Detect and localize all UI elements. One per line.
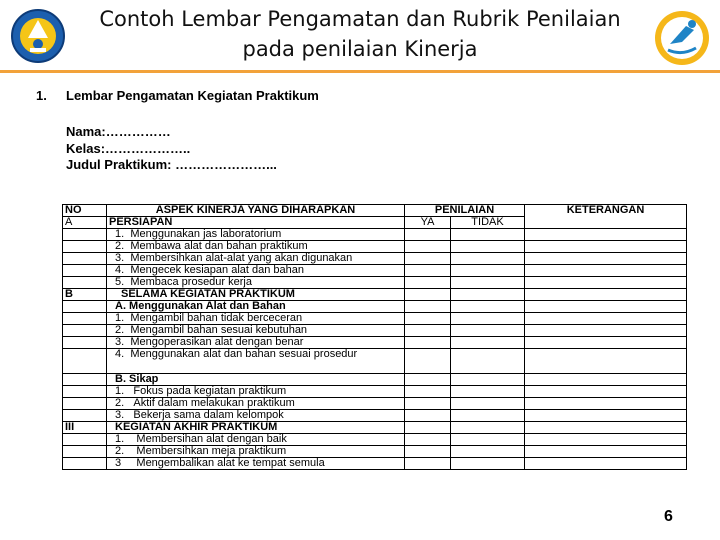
- aspect-item: 1. Membersihan alat dengan baik: [107, 434, 405, 446]
- field-nama: Nama:……………: [66, 124, 171, 139]
- header-divider: [0, 70, 720, 73]
- aspect-item: 2. Membersihkan meja praktikum: [107, 446, 405, 458]
- page-number: 6: [664, 508, 673, 525]
- table-row: [63, 313, 687, 325]
- aspect-item: 3. Bekerja sama dalam kelompok: [107, 410, 405, 422]
- title-line-1: Contoh Lembar Pengamatan dan Rubrik Penilaian: [99, 7, 621, 31]
- table-row: [63, 229, 687, 241]
- section-label: SELAMA KEGIATAN PRAKTIKUM: [107, 289, 405, 301]
- cell-no: III: [63, 422, 107, 434]
- table-row: [63, 253, 687, 265]
- table-row: [63, 434, 687, 446]
- aspect-item: 4. Menggunakan alat dan bahan sesuai prosedur: [107, 349, 405, 374]
- subsection-label: B. Sikap: [107, 374, 405, 386]
- header-ya: YA: [405, 217, 451, 229]
- table-row: [63, 398, 687, 410]
- aspect-item: 3 Mengembalikan alat ke tempat semula: [107, 458, 405, 470]
- aspect-item: 2. Mengambil bahan sesuai kebutuhan: [107, 325, 405, 337]
- table-row: [63, 289, 687, 301]
- aspect-item: 2. Aktif dalam melakukan praktikum: [107, 398, 405, 410]
- table-row: [63, 349, 687, 374]
- table-row: [63, 277, 687, 289]
- header-tidak: TIDAK: [451, 217, 525, 229]
- aspect-item: 5. Membaca prosedur kerja: [107, 277, 405, 289]
- field-judul-praktikum: Judul Praktikum: …………………...: [66, 157, 277, 172]
- aspect-item: 3. Mengoperasikan alat dengan benar: [107, 337, 405, 349]
- table-row: [63, 265, 687, 277]
- table-row: [63, 446, 687, 458]
- aspect-item: 4. Mengecek kesiapan alat dan bahan: [107, 265, 405, 277]
- header-no: NO: [63, 205, 107, 217]
- table-header-row: [63, 205, 687, 217]
- section-label: KEGIATAN AKHIR PRAKTIKUM: [107, 422, 405, 434]
- sheet-heading-text: Lembar Pengamatan Kegiatan Praktikum: [66, 88, 319, 103]
- table-row: [63, 325, 687, 337]
- subsection-label: A. Menggunakan Alat dan Bahan: [107, 301, 405, 313]
- table-row: [63, 301, 687, 313]
- header-keterangan: KETERANGAN: [525, 205, 687, 229]
- table-row: [63, 410, 687, 422]
- aspect-item: 1. Fokus pada kegiatan praktikum: [107, 386, 405, 398]
- cell-no: A: [63, 217, 107, 229]
- page-title: [70, 4, 650, 64]
- table-row: [63, 422, 687, 434]
- kurikulum-2013-logo: [652, 8, 712, 68]
- aspect-item: 1. Mengambil bahan tidak berceceran: [107, 313, 405, 325]
- sheet-heading: [36, 88, 696, 103]
- table-row: [63, 241, 687, 253]
- table-row: [63, 386, 687, 398]
- aspect-item: 3. Membersihkan alat-alat yang akan digunakan: [107, 253, 405, 265]
- cell-no: B: [63, 289, 107, 301]
- header-aspek: ASPEK KINERJA YANG DIHARAPKAN: [107, 205, 405, 217]
- table-row: [63, 374, 687, 386]
- form-fields: [66, 124, 696, 174]
- rubric-table: [62, 204, 687, 470]
- title-line-2: pada penilaian Kinerja: [242, 37, 478, 61]
- observation-sheet: [36, 88, 696, 174]
- table-row: [63, 337, 687, 349]
- aspect-item: 2. Membawa alat dan bahan praktikum: [107, 241, 405, 253]
- field-kelas: Kelas:………………..: [66, 140, 191, 156]
- sheet-number: 1.: [36, 88, 47, 103]
- aspect-item: 1. Menggunakan jas laboratorium: [107, 229, 405, 241]
- header-penilaian: PENILAIAN: [405, 205, 525, 217]
- section-label: PERSIAPAN: [107, 217, 405, 229]
- table-row: [63, 458, 687, 470]
- tut-wuri-handayani-logo: [10, 6, 66, 66]
